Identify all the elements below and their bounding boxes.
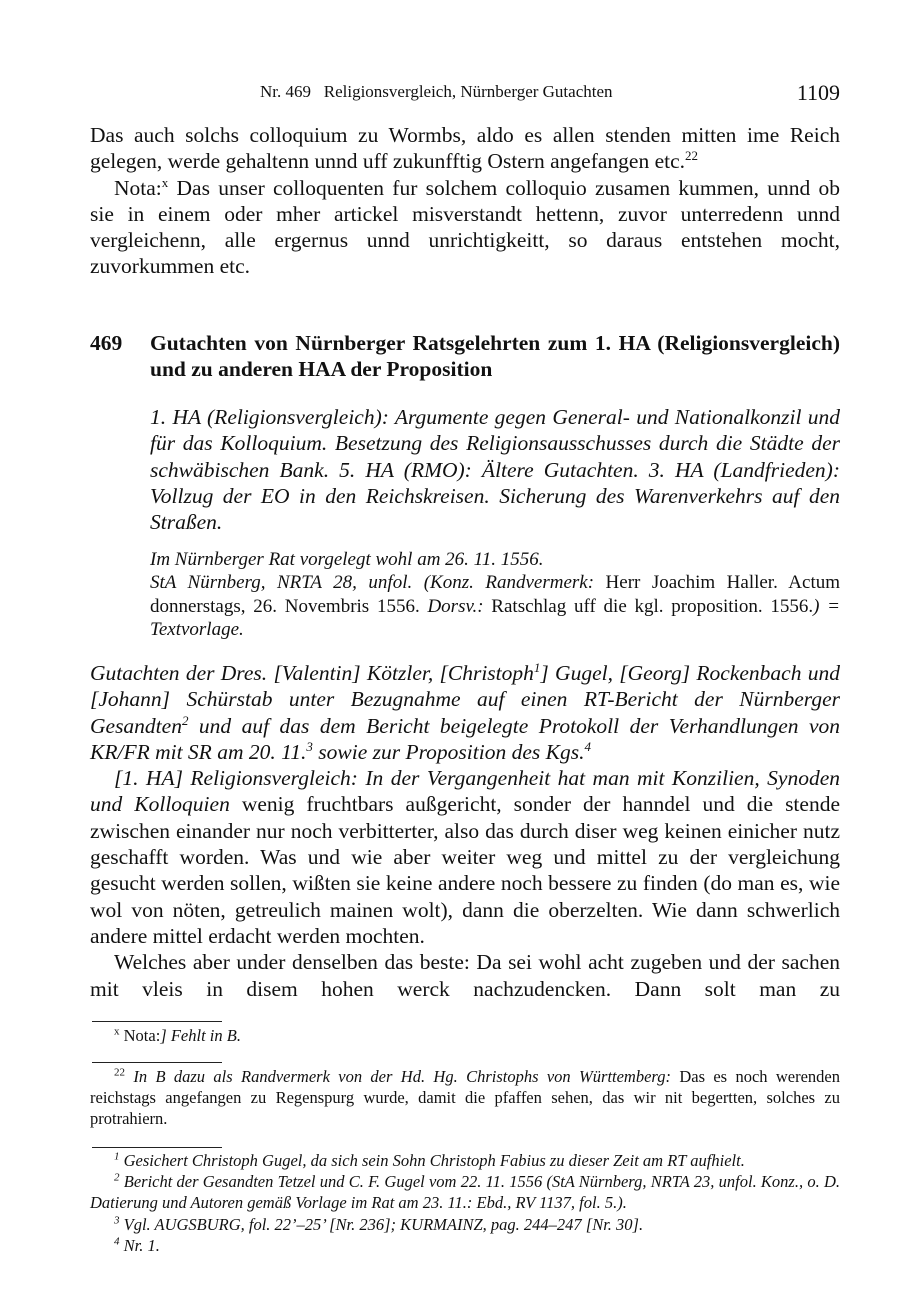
footnote-22 [90, 1066, 840, 1130]
source-note [150, 548, 840, 641]
source-text: Ratschlag uff die kgl. proposition. 1556. [483, 595, 814, 617]
paragraph-continuation [90, 122, 840, 175]
source-archive [150, 571, 840, 641]
footnote-rule [92, 1147, 222, 1148]
footnote-rule [92, 1062, 222, 1063]
footnote-ref-2: 2 [181, 712, 189, 728]
top-continuation [90, 122, 840, 280]
footnote-3 [90, 1214, 840, 1235]
entry-number: 469 [90, 331, 123, 355]
footnote-4 [90, 1235, 840, 1256]
paragraph-text: wenig fruchtbars außgericht, sonder der hanndel und die stende zwischen einander nur noch verbitterter, also das durch diser weg keinen einicher nutz geschafft worden. Was und wie aber weiter weg und mittel zu der vergleichung gesucht werden sollen, wißten sie keine andere noch bessere zu finden (do man es, wie wol von nöten, getreulich mainen wolt), dann die oberzelten. Wie dann schwerlich andere mittel erdacht werden mochten. [90, 792, 840, 948]
source-text: ) = Textvorlage. [150, 595, 840, 640]
intro-paragraph [90, 660, 840, 765]
paragraph-text: ] Gugel, [Georg] Rockenbach und [Johann] Schürstab unter Bezugnahme auf einen RT-Bericht der Nürnberger Gesandten [90, 661, 840, 738]
entry-heading [90, 330, 840, 383]
footnote-text: Nota: [123, 1026, 161, 1045]
footnote-text: Gesichert Christoph Gugel, da sich sein Sohn Christoph Fabius zu dieser Zeit am RT aufhielt. [123, 1151, 745, 1170]
paragraph-text: sowie zur Proposition des Kgs. [312, 739, 585, 764]
footnote-ref-x: x [161, 174, 169, 190]
footnote-ref-22: 22 [685, 148, 699, 164]
footnote-rule [92, 1021, 222, 1022]
paragraph-text: Gutachten der Dres. [Valentin] Kötzler, [Christoph [90, 661, 534, 685]
paragraph-text: [1. HA] Religionsvergleich: In der Vergangenheit hat man mit Konzilien, Synoden und Kolloquien [90, 766, 840, 817]
footnote-text: ] Fehlt in B. [160, 1026, 241, 1045]
paragraph-religionsvergleich [90, 765, 840, 949]
source-date: Im Nürnberger Rat vorgelegt wohl am 26. 11. 1556. [150, 549, 544, 570]
footnote-mark: 22 [114, 1066, 125, 1079]
source-text: StA Nürnberg, NRTA 28, unfol. (Konz. Randvermerk: [150, 572, 595, 594]
footnote-text: Bericht der Gesandten Tetzel und C. F. Gugel vom 22. 11. 1556 (StA Nürnberg, NRTA 23, unfol. Konz., o. D. Datierung und Autoren gemäß Vorlage im Rat am 23. 11.: Ebd., RV 1137, fol. 5.). [90, 1172, 841, 1213]
paragraph-nota [90, 175, 840, 280]
footnote-mark: 4 [114, 1235, 120, 1248]
nota-label: Nota: [114, 175, 162, 200]
footnote-ref-4: 4 [584, 738, 591, 754]
paragraph-text: und auf das dem Bericht beigelegte Protokoll der Verhandlungen von KR/FR mit SR am 20. 11. [90, 713, 840, 764]
entry-title: Gutachten von Nürnberger Ratsgelehrten zum 1. HA (Religionsvergleich) und zu anderen HAA der Proposition [150, 331, 840, 382]
footnote-2 [90, 1171, 840, 1213]
paragraph-text: Das unser colloquenten fur solchem colloquio zusamen kummen, unnd ob sie in einem oder mher artickel misverstandt hettenn, zuvor unterredenn unnd vergleichenn, alle ergernus unnd unrichtigkeitt, so daraus entstehen mocht, zuvorkummen etc. [90, 175, 840, 279]
footnote-1 [90, 1150, 840, 1171]
footnote-ref-1: 1 [533, 659, 541, 675]
paragraph-text: Das auch solchs colloquium zu Wormbs, aldo es allen stenden mitten ime Reich gelegen, werde gehaltenn unnd uff zukunfftig Ostern angefangen etc. [90, 123, 840, 174]
entry-summary [150, 404, 840, 535]
footnotes-numbered [90, 1150, 840, 1256]
summary-text: 1. HA (Religionsvergleich): Argumente gegen General- und Nationalkonzil und für das Kolloquium. Besetzung des Religionsausschusses durch die Städte der schwäbischen Bank. 5. HA (RMO): Ältere Gutachten. 3. HA (Landfrieden): Vollzug der EO in den Reichskreisen. Sicherung des Warenverkehrs auf den Straßen. [150, 405, 840, 535]
footnote-mark: 2 [114, 1171, 120, 1184]
main-text [90, 660, 840, 1002]
footnote-ref-3: 3 [306, 738, 313, 754]
page-number: 1109 [796, 80, 840, 105]
footnote-text: Nr. 1. [123, 1235, 160, 1255]
page [90, 0, 840, 1300]
footnote-mark: 1 [114, 1150, 120, 1163]
source-text: Herr Joachim Haller. Actum donnerstags, 26. Novembris 1556. [150, 572, 840, 617]
footnote-x [90, 1025, 840, 1046]
running-head-title: Nr. 469 Religionsvergleich, Nürnberger Gutachten [260, 82, 613, 101]
running-head [90, 80, 840, 106]
footnote-mark: 3 [114, 1214, 120, 1227]
source-text: Dorsv.: [427, 595, 484, 617]
footnote-text: Das es noch werenden reichstags angefangen zu Regenspurg wurde, damit die pfaffen sehen, das wir nit begertten, solches zu protrahiern. [90, 1067, 841, 1129]
footnote-text: In B dazu als Randvermerk von der Hd. Hg. Christophs von Württemberg: [133, 1067, 671, 1086]
footnote-text: Vgl. AUGSBURG, fol. 22’–25’ [Nr. 236]; KURMAINZ, pag. 244–247 [Nr. 30]. [123, 1214, 644, 1234]
paragraph-welches: Welches aber under denselben das beste: Da sei wohl acht zugeben und der sachen mit vleis in disem hohen werck nachzudencken. Dann solt man zu [90, 950, 840, 1001]
footnote-mark: x [114, 1025, 120, 1038]
